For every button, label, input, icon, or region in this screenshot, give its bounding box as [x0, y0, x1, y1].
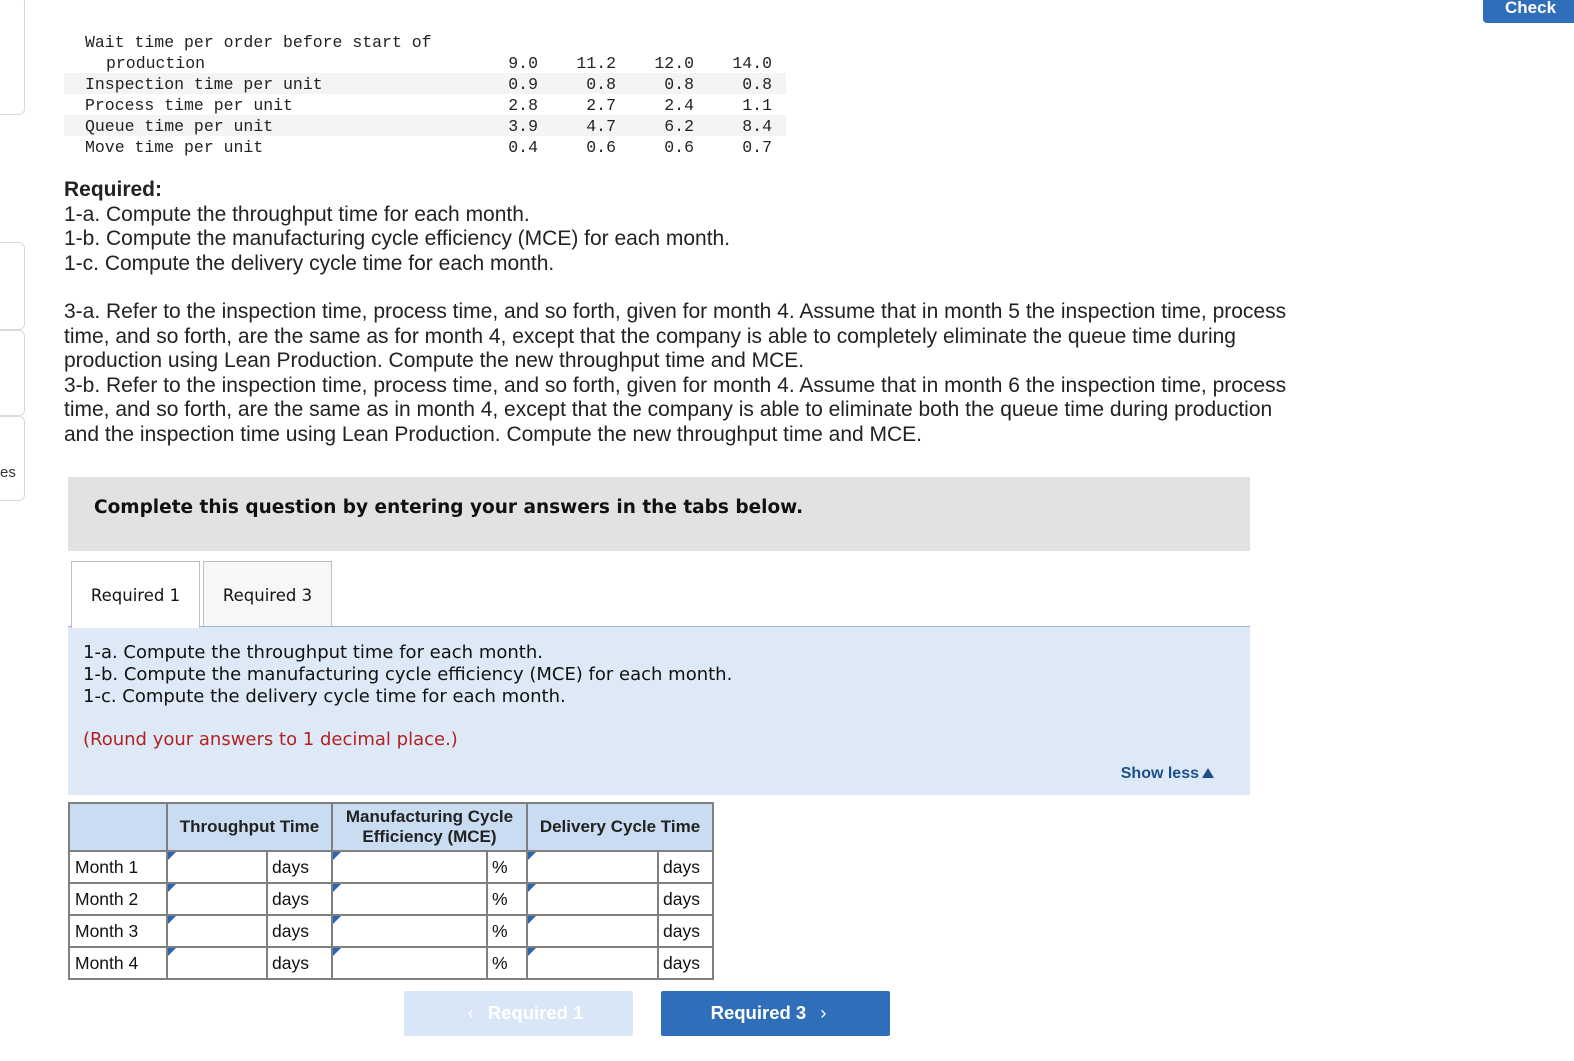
unit-label: days	[267, 883, 332, 915]
check-button-label: Check	[1505, 0, 1557, 17]
prev-required-button[interactable]	[404, 991, 633, 1036]
tab-label: Required 1	[90, 586, 181, 605]
tab-label: Required 3	[222, 586, 313, 605]
unit-label: %	[487, 947, 527, 979]
panel-line: 1-c. Compute the delivery cycle time for each month.	[83, 686, 566, 707]
month-label: Month 2	[69, 883, 167, 915]
delivery-input[interactable]	[528, 948, 657, 978]
unit-label: days	[267, 851, 332, 883]
throughput-cell	[167, 883, 267, 915]
cell-value: 0.6	[586, 138, 616, 157]
tab-content-panel	[68, 626, 1250, 795]
row-label: Inspection time per unit	[85, 75, 323, 94]
header-delivery-cycle-time: Delivery Cycle Time	[527, 803, 713, 851]
cell-value: 8.4	[742, 117, 772, 136]
sidebar-card	[0, 0, 25, 115]
throughput-input[interactable]	[168, 916, 266, 946]
cell-value: 1.1	[742, 96, 772, 115]
throughput-input[interactable]	[168, 948, 266, 978]
table-row	[69, 947, 713, 979]
requirement-item: 1-a. Compute the throughput time for each month.	[64, 202, 530, 226]
mce-cell	[332, 883, 487, 915]
cell-value: 2.8	[508, 96, 538, 115]
tab-required-1[interactable]	[71, 561, 200, 628]
cell-value: 4.7	[586, 117, 616, 136]
header-throughput-time: Throughput Time	[167, 803, 332, 851]
cell-value: 0.8	[742, 75, 772, 94]
delivery-input[interactable]	[528, 916, 657, 946]
throughput-cell	[167, 947, 267, 979]
table-row	[64, 115, 786, 136]
unit-label: %	[487, 851, 527, 883]
delivery-cell	[527, 851, 658, 883]
unit-label: days	[267, 915, 332, 947]
header-empty	[69, 803, 167, 851]
delivery-cell	[527, 915, 658, 947]
cell-value: 0.4	[508, 138, 538, 157]
mce-input[interactable]	[333, 916, 486, 946]
mce-input[interactable]	[333, 852, 486, 882]
delivery-cell	[527, 947, 658, 979]
show-less-label: Show less	[1120, 765, 1199, 782]
cell-value: 0.8	[664, 75, 694, 94]
table-row	[69, 883, 713, 915]
unit-label: days	[658, 915, 713, 947]
delivery-cell	[527, 883, 658, 915]
prev-button-label: Required 1	[487, 1002, 584, 1023]
cell-value: 0.7	[742, 138, 772, 157]
throughput-cell	[167, 915, 267, 947]
row-label: Process time per unit	[85, 96, 293, 115]
chevron-right-icon: ›	[820, 1002, 827, 1023]
cell-value: 9.0	[508, 54, 538, 73]
requirements-text	[64, 178, 1354, 447]
show-less-link[interactable]	[1121, 765, 1214, 783]
requirement-part3-line: production using Lean Production. Compute the new throughput time and MCE.	[64, 349, 805, 372]
instruction-text: Complete this question by entering your answers in the tabs below.	[94, 497, 804, 518]
row-label: production	[106, 54, 206, 73]
cell-value: 6.2	[664, 117, 694, 136]
cell-value: 12.0	[654, 54, 694, 73]
row-label: Queue time per unit	[85, 117, 274, 136]
table-row	[64, 94, 786, 115]
throughput-cell	[167, 851, 267, 883]
month-label: Month 3	[69, 915, 167, 947]
unit-label: days	[267, 947, 332, 979]
unit-label: days	[658, 883, 713, 915]
panel-line: 1-a. Compute the throughput time for each month.	[83, 642, 543, 663]
requirement-item: 1-c. Compute the delivery cycle time for each month.	[64, 251, 555, 275]
mce-input[interactable]	[333, 948, 486, 978]
table-row	[69, 915, 713, 947]
header-mce: Manufacturing Cycle Efficiency (MCE)	[332, 803, 527, 851]
cell-value: 0.9	[508, 75, 538, 94]
throughput-input[interactable]	[168, 884, 266, 914]
row-label: Move time per unit	[85, 138, 264, 157]
delivery-input[interactable]	[528, 852, 657, 882]
mce-cell	[332, 851, 487, 883]
cell-value: 11.2	[576, 54, 616, 73]
row-label: Wait time per order before start of	[85, 33, 432, 52]
table-row	[64, 31, 786, 52]
cell-value: 2.7	[586, 96, 616, 115]
requirement-part3-line: time, and so forth, are the same as in month 4, except that the company is able to eliminate both the queue time during production	[64, 398, 1273, 421]
requirements-title: Required:	[64, 178, 163, 201]
instruction-panel	[68, 477, 1250, 551]
mce-input[interactable]	[333, 884, 486, 914]
unit-label: days	[658, 947, 713, 979]
requirement-part3-line: 3-b. Refer to the inspection time, process time, and so forth, given for month 4. Assume that in month 6 the inspection time, process	[64, 373, 1287, 397]
delivery-input[interactable]	[528, 884, 657, 914]
sidebar-partial-label: es	[0, 464, 16, 481]
sidebar-card[interactable]	[0, 416, 25, 501]
unit-label: days	[658, 851, 713, 883]
table-header-row	[69, 803, 713, 851]
cell-value: 3.9	[508, 117, 538, 136]
triangle-up-icon	[1202, 768, 1214, 778]
cell-value: 0.6	[664, 138, 694, 157]
table-row	[64, 52, 786, 73]
next-required-button[interactable]	[661, 991, 890, 1036]
mce-cell	[332, 915, 487, 947]
unit-label: %	[487, 883, 527, 915]
requirement-item: 1-b. Compute the manufacturing cycle efficiency (MCE) for each month.	[64, 227, 731, 250]
requirement-part3-line: time, and so forth, are the same as for month 4, except that the company is able to completely eliminate the queue time during	[64, 324, 1236, 348]
requirement-part3-line: and the inspection time using Lean Production. Compute the new throughput time and MCE.	[64, 422, 923, 446]
requirement-part3-line: 3-a. Refer to the inspection time, process time, and so forth, given for month 4. Assume that in month 5 the inspection time, process	[64, 300, 1287, 323]
cell-value: 2.4	[664, 96, 694, 115]
sidebar-card	[0, 330, 25, 416]
chevron-left-icon: ‹	[467, 1002, 474, 1023]
sidebar-card	[0, 242, 25, 330]
answer-table	[68, 802, 714, 980]
table-row	[64, 136, 786, 157]
cell-value: 14.0	[732, 54, 772, 73]
table-row	[64, 73, 786, 94]
unit-label: %	[487, 915, 527, 947]
check-button[interactable]	[1483, 0, 1574, 23]
panel-line: 1-b. Compute the manufacturing cycle efficiency (MCE) for each month.	[83, 664, 733, 685]
cost-data-table	[64, 31, 786, 157]
cell-value: 0.8	[586, 75, 616, 94]
rounding-note: (Round your answers to 1 decimal place.)	[83, 729, 458, 750]
tab-required-3[interactable]	[203, 561, 332, 627]
next-button-label: Required 3	[710, 1002, 807, 1023]
month-label: Month 1	[69, 851, 167, 883]
table-row	[69, 851, 713, 883]
mce-cell	[332, 947, 487, 979]
throughput-input[interactable]	[168, 852, 266, 882]
month-label: Month 4	[69, 947, 167, 979]
